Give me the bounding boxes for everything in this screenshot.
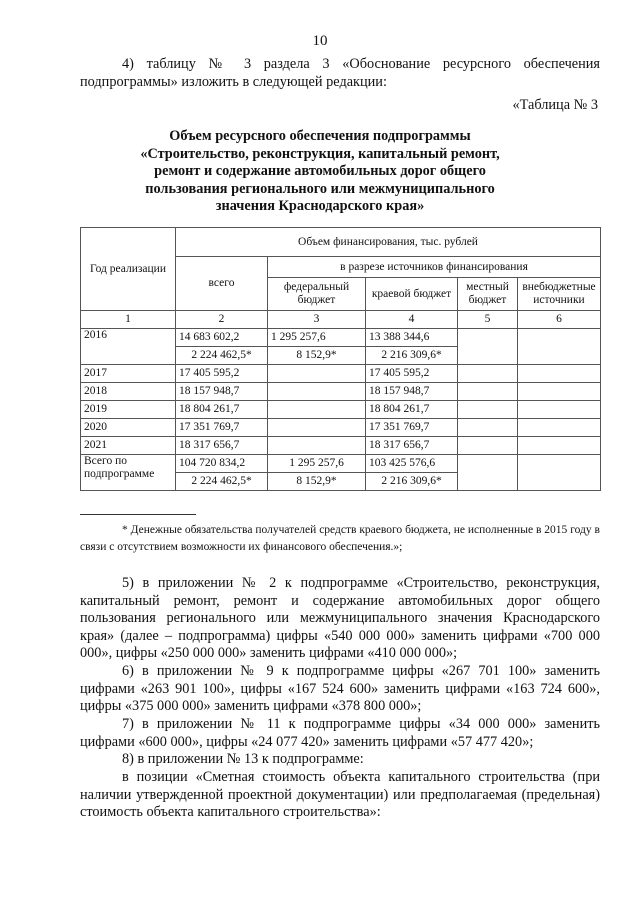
- column-number: 3: [268, 311, 366, 329]
- cell-regional: 18 804 261,7: [366, 401, 458, 419]
- title-line-3: ремонт и содержание автомобильных дорог общего: [154, 163, 486, 179]
- cell-year: 2021: [81, 437, 176, 455]
- header-regional: краевой бюджет: [366, 278, 458, 311]
- cell-local: [458, 455, 518, 491]
- cell-federal: [268, 383, 366, 401]
- cell-regional: 18 317 656,7: [366, 437, 458, 455]
- cell-regional: 2 216 309,6*: [366, 473, 458, 491]
- cell-total: 18 317 656,7: [176, 437, 268, 455]
- table-row: [81, 329, 601, 347]
- cell-year: 2018: [81, 383, 176, 401]
- cell-regional: 13 388 344,6: [366, 329, 458, 347]
- intro-line-1: 4) таблицу № 3 раздела 3 «Обоснование ресурсного обеспечения: [122, 56, 600, 72]
- cell-extra: [518, 437, 601, 455]
- footnote-text: * Денежные обязательства получателей средств краевого бюджета, не исполненные в 2015 году в связи с отсутствием возможности их финансового обеспечения.»;: [80, 524, 600, 553]
- cell-local: [458, 437, 518, 455]
- cell-extra: [518, 419, 601, 437]
- intro-paragraph: [80, 56, 600, 91]
- paragraph-9: в позиции «Сметная стоимость объекта капитального строительства (при наличии утвержденной проектной документации) или предполагаемая (предельная) стоимость объекта капитального строительства»:: [80, 769, 600, 821]
- cell-local: [458, 383, 518, 401]
- cell-federal: 1 295 257,6: [268, 329, 366, 347]
- cell-federal: 8 152,9*: [268, 347, 366, 365]
- cell-year: 2017: [81, 365, 176, 383]
- cell-federal: 1 295 257,6: [268, 455, 366, 473]
- cell-federal: 8 152,9*: [268, 473, 366, 491]
- paragraph-6: 6) в приложении № 9 к подпрограмме цифры «267 701 100» заменить цифрами «263 901 100», цифры «167 524 600» заменить цифрами «163 724 600», цифры «375 000 000» заменить цифрами «378 800 000»;: [80, 663, 600, 715]
- cell-regional: 2 216 309,6*: [366, 347, 458, 365]
- cell-total: 2 224 462,5*: [176, 347, 268, 365]
- cell-federal: [268, 437, 366, 455]
- table-row: [81, 455, 601, 473]
- table-row: [81, 401, 601, 419]
- cell-total: 2 224 462,5*: [176, 473, 268, 491]
- table-row: [81, 419, 601, 437]
- cell-regional: 17 351 769,7: [366, 419, 458, 437]
- table-label: «Таблица № 3: [512, 97, 598, 113]
- cell-extra: [518, 383, 601, 401]
- header-year: Год реализации: [81, 228, 176, 311]
- page-number: 10: [312, 33, 328, 49]
- title-line-1: Объем ресурсного обеспечения подпрограммы: [169, 128, 471, 144]
- header-volume: Объем финансирования, тыс. рублей: [176, 228, 601, 257]
- header-extra: внебюджетные источники: [518, 278, 601, 311]
- paragraph-5: 5) в приложении № 2 к подпрограмме «Строительство, реконструкция, капитальный ремонт, ремонт и содержание автомобильных дорог общего пользования регионального или межмуниципального значения Краснодарского края» (далее – подпрограмма) цифры «540 000 000» заменить цифрами «700 000 000», цифры «250 000 000» заменить цифрами «410 000 000»;: [80, 575, 600, 662]
- cell-total: 18 804 261,7: [176, 401, 268, 419]
- cell-total: 104 720 834,2: [176, 455, 268, 473]
- header-total: всего: [176, 257, 268, 311]
- cell-total: 14 683 602,2: [176, 329, 268, 347]
- table-row: [81, 383, 601, 401]
- table-title: [110, 128, 530, 216]
- column-number: 2: [176, 311, 268, 329]
- table-row: [81, 437, 601, 455]
- cell-extra: [518, 401, 601, 419]
- header-sources: в разрезе источников финансирования: [268, 257, 601, 278]
- column-number: 1: [81, 311, 176, 329]
- cell-year: 2016: [81, 329, 176, 365]
- column-number: 5: [458, 311, 518, 329]
- footnote: [80, 522, 600, 556]
- cell-total: 17 351 769,7: [176, 419, 268, 437]
- header-local: местный бюджет: [458, 278, 518, 311]
- title-line-4: пользования регионального или межмуниципального: [145, 180, 495, 197]
- column-number: 6: [518, 311, 601, 329]
- cell-total: 17 405 595,2: [176, 365, 268, 383]
- cell-local: [458, 365, 518, 383]
- column-number: 4: [366, 311, 458, 329]
- cell-local: [458, 401, 518, 419]
- title-line-2: «Строительство, реконструкция, капитальный ремонт,: [140, 145, 500, 162]
- cell-year: 2019: [81, 401, 176, 419]
- paragraph-8: 8) в приложении № 13 к подпрограмме:: [122, 751, 364, 767]
- paragraph-7: 7) в приложении № 11 к подпрограмме цифры «34 000 000» заменить цифрами «600 000», цифры «24 077 420» заменить цифрами «57 477 420»;: [80, 716, 600, 750]
- column-number-row: [81, 311, 601, 329]
- cell-federal: [268, 401, 366, 419]
- table-row: [81, 365, 601, 383]
- cell-local: [458, 329, 518, 365]
- cell-extra: [518, 455, 601, 491]
- footnote-divider: [80, 514, 196, 515]
- cell-total: 18 157 948,7: [176, 383, 268, 401]
- cell-regional: 103 425 576,6: [366, 455, 458, 473]
- cell-regional: 18 157 948,7: [366, 383, 458, 401]
- cell-federal: [268, 365, 366, 383]
- intro-line-2: подпрограммы» изложить в следующей редакции:: [80, 73, 387, 90]
- cell-extra: [518, 329, 601, 365]
- header-federal: федеральный бюджет: [268, 278, 366, 311]
- cell-year: 2020: [81, 419, 176, 437]
- cell-year: Всего по подпрограмме: [81, 455, 176, 491]
- cell-regional: 17 405 595,2: [366, 365, 458, 383]
- cell-federal: [268, 419, 366, 437]
- cell-extra: [518, 365, 601, 383]
- funding-table: [80, 227, 601, 491]
- title-line-5: значения Краснодарского края»: [215, 198, 425, 214]
- cell-local: [458, 419, 518, 437]
